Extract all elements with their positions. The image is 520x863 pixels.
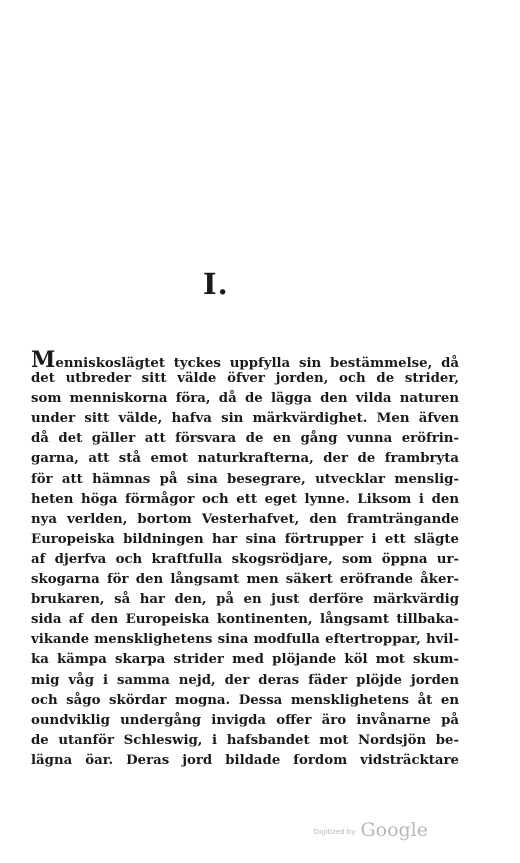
text-line: och sågo skördar mogna. Dessa mensklighetens åt en <box>31 692 459 708</box>
text-line: skogarna för den långsamt men säkert eröfrande åker- <box>31 572 459 588</box>
body-text <box>31 349 459 771</box>
text-line: vikande mensklighetens sina modfulla eftertroppar, hvil- <box>31 632 459 648</box>
chapter-heading: I. <box>203 267 229 301</box>
drop-cap: M <box>31 347 56 373</box>
text-line-content: enniskoslägtet tyckes uppfylla sin bestämmelse, då <box>55 356 459 371</box>
text-line: lägna öar. Deras jord bildade fordom vidsträcktare <box>31 752 459 768</box>
text-line: oundviklig undergång invigda offer äro invånarne på <box>31 712 459 728</box>
watermark-prefix: Digitized by <box>313 828 356 836</box>
text-line: heten höga förmågor och ett eget lynne. Liksom i den <box>31 491 459 507</box>
text-line: af djerfva och kraftfulla skogsrödjare, som öppna ur- <box>31 551 459 567</box>
text-line: ka kämpa skarpa strider med plöjande köl mot skum- <box>31 652 459 668</box>
text-line: då det gäller att försvara de en gång vunna eröfrin- <box>31 431 459 447</box>
text-line: under sitt välde, hafva sin märkvärdighet. Men äfven <box>31 411 459 427</box>
text-line: Europeiska bildningen har sina förtrupper i ett slägte <box>31 531 459 547</box>
text-line: för att hämnas på sina besegrare, utvecklar menslig- <box>31 471 459 487</box>
text-line: som menniskorna föra, då de lägga den vilda naturen <box>31 391 459 407</box>
text-line: sida af den Europeiska kontinenten, långsamt tillbaka- <box>31 612 459 628</box>
text-line: nya verlden, bortom Vesterhafvet, den framträngande <box>31 511 459 527</box>
watermark-brand: Google <box>360 819 428 841</box>
text-line: garna, att stå emot naturkrafterna, der de frambryta <box>31 451 459 467</box>
text-line: brukaren, så har den, på en just derföre märkvärdig <box>31 592 459 608</box>
text-line: de utanför Schleswig, i hafsbandet mot Nordsjön be- <box>31 732 459 748</box>
text-line <box>31 347 459 373</box>
digitized-watermark <box>314 819 428 841</box>
text-line: mig våg i samma nejd, der deras fäder plöjde jorden <box>31 672 459 688</box>
text-line: det utbreder sitt välde öfver jorden, och de strider, <box>31 371 459 387</box>
